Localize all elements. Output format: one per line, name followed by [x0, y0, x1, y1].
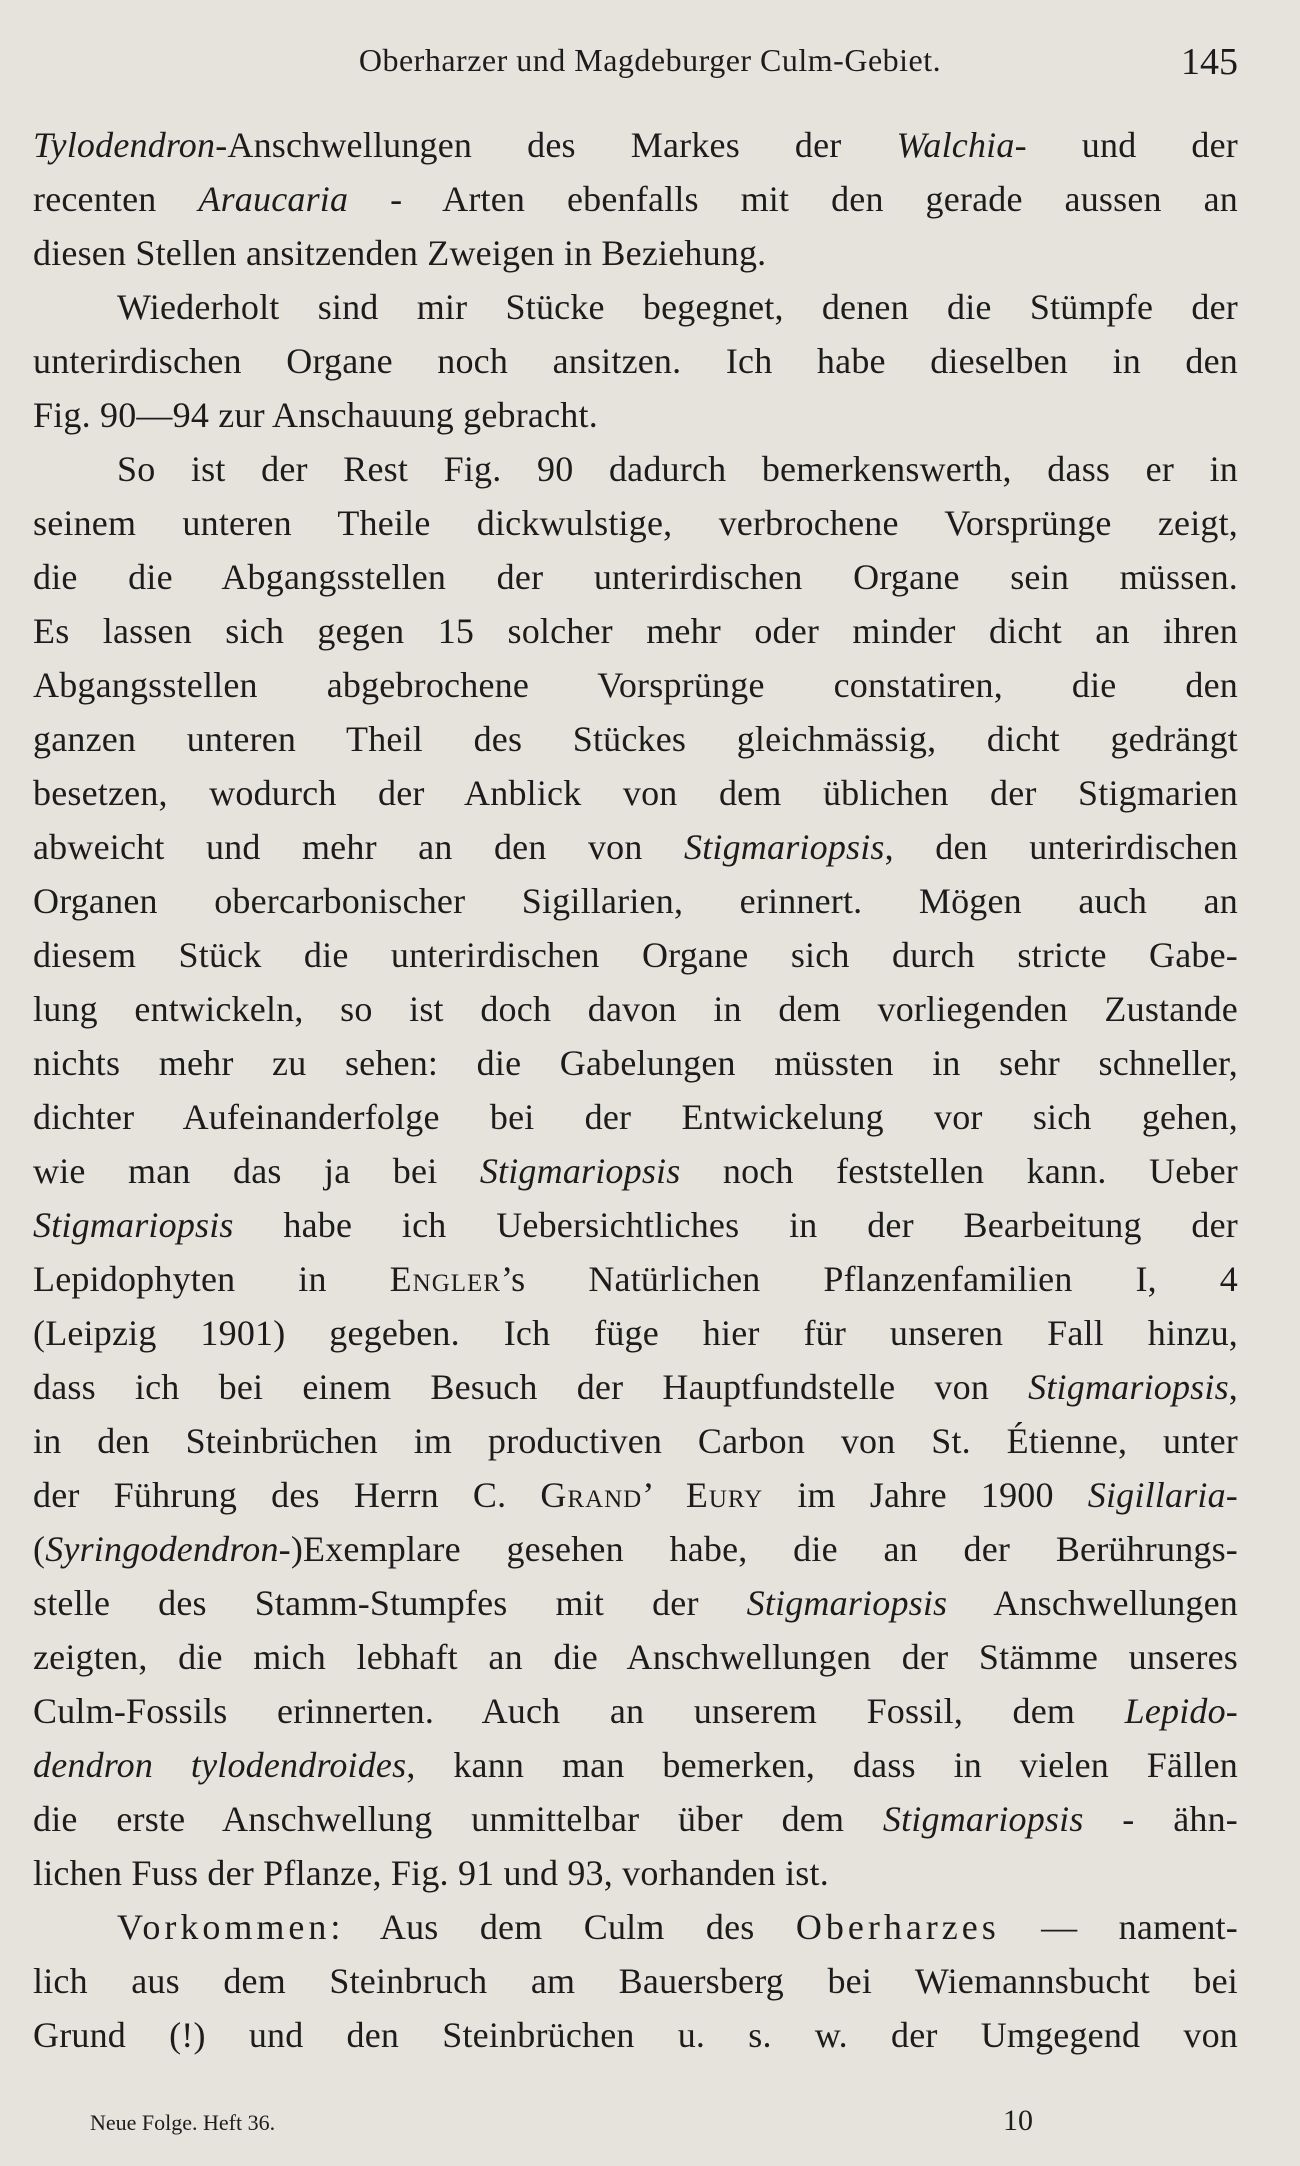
text-run: besetzen, wodurch der Anblick von dem üblichen der Stigmarien — [33, 773, 1238, 813]
text-line — [33, 1846, 1238, 1900]
series-note: Neue Folge. Heft 36. — [90, 2110, 276, 2135]
text-run: - ähn- — [1083, 1799, 1238, 1839]
text-line — [33, 280, 1238, 334]
text-run: stelle des Stamm-Stumpfes mit der — [33, 1583, 747, 1623]
text-run: So ist der Rest Fig. 90 dadurch bemerkenswerth, dass er in — [117, 449, 1238, 489]
text-run: nichts mehr zu sehen: die Gabelungen müssten in sehr schneller, — [33, 1043, 1238, 1083]
text-run: noch feststellen kann. Ueber — [680, 1151, 1238, 1191]
text-run: unterirdischen Organe noch ansitzen. Ich habe dieselben in den — [33, 341, 1238, 381]
text-line — [33, 1090, 1238, 1144]
text-run: , kann man bemerken, dass in vielen Fällen — [406, 1745, 1238, 1785]
text-run: die erste Anschwellung unmittelbar über dem — [33, 1799, 883, 1839]
text-run: zeigten, die mich lebhaft an die Anschwellungen der Stämme unseres — [33, 1637, 1238, 1677]
text-run: der Führung des Herrn C. — [33, 1475, 541, 1515]
text-line — [33, 874, 1238, 928]
text-run: — nament- — [999, 1907, 1239, 1947]
text-line — [33, 1144, 1238, 1198]
italic-term: Walchia- — [896, 125, 1027, 165]
text-line — [33, 1684, 1238, 1738]
text-run: recenten — [33, 179, 199, 219]
text-run: , — [1228, 1367, 1238, 1407]
text-line — [33, 1522, 1238, 1576]
text-run: die die Abgangsstellen der unterirdischen Organe sein müssen. — [33, 557, 1238, 597]
text-line — [33, 1900, 1238, 1954]
text-line — [33, 442, 1238, 496]
italic-term: Stigmariopsis — [479, 1151, 681, 1191]
spaced-term: Oberharzes — [795, 1907, 1000, 1947]
signature-mark: 10 — [1003, 2104, 1033, 2137]
italic-term: dendron tylodendroides — [33, 1745, 407, 1785]
text-line — [33, 658, 1238, 712]
italic-term: Lepido- — [1124, 1691, 1238, 1731]
text-line — [33, 1414, 1238, 1468]
text-run: Lepidophyten in — [33, 1259, 390, 1299]
text-line — [33, 1360, 1238, 1414]
text-line — [33, 334, 1238, 388]
text-line — [33, 496, 1238, 550]
italic-term: Araucaria — [198, 179, 349, 219]
running-title: Oberharzer und Magdeburger Culm-Gebiet. — [358, 42, 942, 78]
text-line — [33, 118, 1238, 172]
text-line — [33, 1468, 1238, 1522]
spaced-term: Vorkommen — [117, 1907, 331, 1947]
italic-term: Syringodendron- — [45, 1529, 291, 1569]
text-line — [33, 820, 1238, 874]
page-footer — [90, 2104, 1240, 2144]
italic-term: Stigmariopsis — [746, 1583, 948, 1623]
text-line — [33, 2008, 1238, 2062]
text-run: dichter Aufeinanderfolge bei der Entwickelung vor sich gehen, — [33, 1097, 1238, 1137]
text-line — [33, 1576, 1238, 1630]
text-line — [33, 1198, 1238, 1252]
text-line — [33, 1252, 1238, 1306]
text-run: Fig. 90—94 zur Anschauung gebracht. — [33, 395, 598, 435]
text-run: Culm-Fossils erinnerten. Auch an unserem Fossil, dem — [33, 1691, 1125, 1731]
text-run: wie man das ja bei — [33, 1151, 480, 1191]
text-line — [33, 388, 1238, 442]
text-run: in den Steinbrüchen im productiven Carbon von St. Étienne, unter — [33, 1421, 1238, 1461]
italic-term: Tylodendron — [33, 125, 216, 165]
text-line — [33, 604, 1238, 658]
text-run: seinem unteren Theile dickwulstige, verbrochene Vorsprünge zeigt, — [33, 503, 1238, 543]
small-caps-name: Grand — [540, 1475, 643, 1515]
italic-term: Sigillaria- — [1087, 1475, 1238, 1515]
text-run: im Jahre 1900 — [763, 1475, 1088, 1515]
page-number: 145 — [1181, 41, 1238, 83]
text-run: diesem Stück die unterirdischen Organe sich durch stricte Gabe- — [33, 935, 1238, 975]
text-line — [33, 1738, 1238, 1792]
text-run: abweicht und mehr an den von — [33, 827, 684, 867]
italic-term: Stigmariopsis — [684, 827, 885, 867]
text-run: ’s Natürlichen Pflanzenfamilien I, 4 — [500, 1259, 1239, 1299]
text-line — [33, 1792, 1238, 1846]
text-run: ganzen unteren Theil des Stückes gleichmässig, dicht gedrängt — [33, 719, 1238, 759]
body-text — [33, 118, 1238, 2062]
text-run: lich aus dem Steinbruch am Bauersberg bei Wiemannsbucht bei — [33, 1961, 1238, 2001]
text-run: )Exemplare gesehen habe, die an der Berührungs- — [290, 1529, 1238, 1569]
text-line — [33, 766, 1238, 820]
small-caps-name: Eury — [685, 1475, 764, 1515]
text-run: und der — [1026, 125, 1238, 165]
text-run: (Leipzig 1901) gegeben. Ich füge hier für unseren Fall hinzu, — [33, 1313, 1238, 1353]
text-run: ’ — [642, 1475, 686, 1515]
text-run: - Arten ebenfalls mit den gerade aussen an — [348, 179, 1238, 219]
text-run: dass ich bei einem Besuch der Hauptfundstelle von — [33, 1367, 1029, 1407]
text-run: habe ich Uebersichtliches in der Bearbeitung der — [233, 1205, 1238, 1245]
text-run: ( — [33, 1529, 46, 1569]
text-run: Es lassen sich gegen 15 solcher mehr oder minder dicht an ihren — [33, 611, 1238, 651]
text-run: Organen obercarbonischer Sigillarien, erinnert. Mögen auch an — [33, 881, 1238, 921]
text-line — [33, 226, 1238, 280]
text-run: -Anschwellungen des Markes der — [215, 125, 897, 165]
text-run: : Aus dem Culm des — [330, 1907, 796, 1947]
small-caps-name: Engler — [389, 1259, 501, 1299]
text-line — [33, 172, 1238, 226]
italic-term: Stigmariopsis — [882, 1799, 1084, 1839]
text-run: lung entwickeln, so ist doch davon in dem vorliegenden Zustande — [33, 989, 1238, 1029]
text-run: Anschwellungen — [947, 1583, 1239, 1623]
text-run: , den unterirdischen — [884, 827, 1238, 867]
italic-term: Stigmariopsis — [33, 1205, 234, 1245]
text-line — [33, 1306, 1238, 1360]
text-line — [33, 712, 1238, 766]
running-head — [0, 40, 1300, 90]
text-line — [33, 1630, 1238, 1684]
text-line — [33, 928, 1238, 982]
text-run: Abgangsstellen abgebrochene Vorsprünge constatiren, die den — [33, 665, 1238, 705]
text-run: lichen Fuss der Pflanze, Fig. 91 und 93, vorhanden ist. — [33, 1853, 829, 1893]
text-line — [33, 1954, 1238, 2008]
text-run: diesen Stellen ansitzenden Zweigen in Beziehung. — [33, 233, 767, 273]
text-line — [33, 982, 1238, 1036]
text-line — [33, 550, 1238, 604]
text-run: Grund (!) und den Steinbrüchen u. s. w. der Umgegend von — [33, 2015, 1238, 2055]
text-run: Wiederholt sind mir Stücke begegnet, denen die Stümpfe der — [117, 287, 1238, 327]
text-line — [33, 1036, 1238, 1090]
italic-term: Stigmariopsis — [1028, 1367, 1229, 1407]
